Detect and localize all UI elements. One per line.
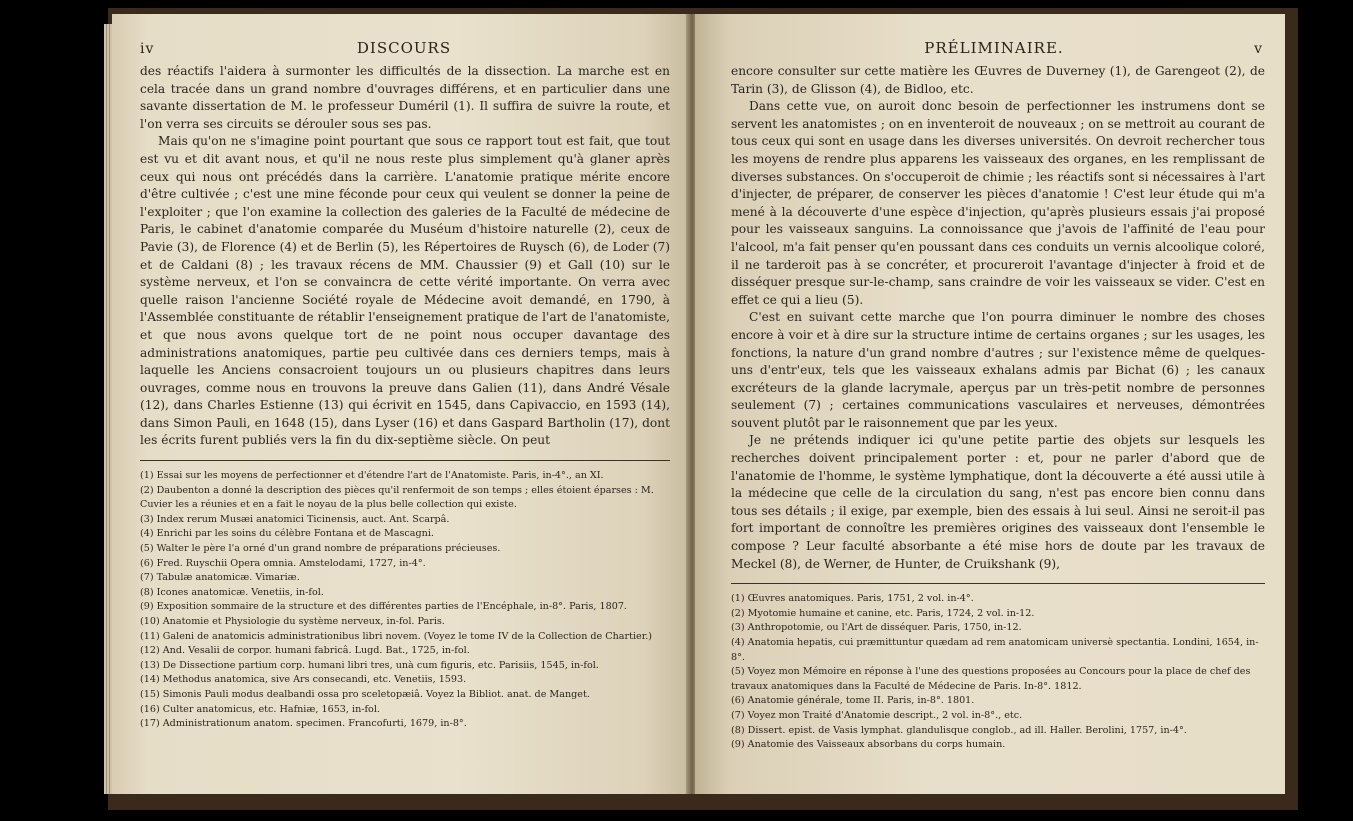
footnote: (9) Anatomie des Vaisseaux absorbans du corps humain. [731,739,1006,751]
right-footnotes [731,592,1265,753]
right-page-header [725,39,1263,63]
footnote: (12) And. Vesalii de corpor. humani fabricâ. Lugd. Bat., 1725, in-fol. [140,645,470,657]
footnote: (2) Daubenton a donné la description des pièces qu'il renfermoit de son temps ; elles étoient éparses : M. Cuvier les a réunies et en a fait le noyau de la plus belle collection qui existe. [140,484,654,511]
footnote-rule [140,460,670,461]
footnote: (7) Tabulæ anatomicæ. Vimariæ. [140,572,300,584]
footnote: (3) Index rerum Musæi anatomici Ticinensis, auct. Ant. Scarpâ. [140,513,450,525]
footnote: (17) Administrationum anatom. specimen. Francofurti, 1679, in-8°. [140,718,467,730]
footnote: (15) Simonis Pauli modus dealbandi ossa pro sceletopæiâ. Voyez la Bibliot. anat. de Manget. [140,688,590,700]
footnote: (8) Dissert. epist. de Vasis lymphat. glandulisque conglob., ad ill. Haller. Berolini, 1757, in-4°. [731,724,1187,736]
right-page-number: v [1254,41,1263,57]
footnote-rule [731,583,1265,584]
footnote: (16) Culter anatomicus, etc. Hafniæ, 1653, in-fol. [140,703,380,715]
paragraph: C'est en suivant cette marche que l'on pourra diminuer le nombre des choses encore à voir et à dire sur la structure intime de certains organes ; sur les usages, les fonctions, la nature d'un grand nombre d'autres ; sur l'existence même de quelques-uns d'entr'eux, tels que les vaisseaux exhalans admis par Bichat (6) ; les canaux excréteurs de la glande lacrymale, aperçus par un très-petit nombre de personnes seulement (7) ; certaines communications vasculaires et nerveuses, démontrées souvent plutôt par le raisonnement que par les yeux. [731,310,1265,430]
left-page-header [140,39,668,63]
footnote: (13) De Dissectione partium corp. humani libri tres, unà cum figuris, etc. Parisiis, 1545, in-fol. [140,659,599,671]
footnote: (11) Galeni de anatomicis administrationibus libri novem. (Voyez le tome IV de la Collection de Chartier.) [140,630,653,642]
footnote: (6) Fred. Ruyschii Opera omnia. Amstelodami, 1727, in-4°. [140,557,426,569]
footnote: (14) Methodus anatomica, sive Ars consecandi, etc. Venetiis, 1593. [140,674,467,686]
footnote: (4) Anatomia hepatis, cui præmittuntur quædam ad rem anatomicam universè spectantia. Londini, 1654, in-8°. [731,637,1259,663]
footnote: (6) Anatomie générale, tome II. Paris, in-8°. 1801. [731,695,975,707]
left-body-text [140,63,670,450]
paragraph: des réactifs l'aidera à surmonter les difficultés de la dissection. La marche est en cela tracée dans un grand nombre d'ouvrages différens, et en particulier dans une savante dissertation de M. le professeur Duméril (1). Il suffira de suivre la route, et l'on verra ses circuits se dérouler sous ses pas. [140,64,670,131]
footnote: (3) Anthropotomie, ou l'Art de disséquer. Paris, 1750, in-12. [731,622,1022,634]
left-running-title: DISCOURS [356,39,452,57]
right-body-text [731,63,1265,573]
footnote: (1) Œuvres anatomiques. Paris, 1751, 2 vol. in-4°. [731,593,974,605]
paragraph: Mais qu'on ne s'imagine point pourtant que sous ce rapport tout est fait, que tout est vu et dit avant nous, et qu'il ne nous reste plus simplement qu'à glaner après ceux qui nous ont précédés dans la carrière. L'anatomie pratique mérite encore d'être cultivée ; c'est une mine féconde pour ceux qui veulent se donner la peine de l'exploiter ; que l'on examine la collection des galeries de la Faculté de médecine de Paris, le cabinet d'anatomie comparée du Muséum d'histoire naturelle (2), ceux de Pavie (3), de Florence (4) et de Berlin (5), les Répertoires de Ruysch (6), de Loder (7) et de Caldani (8) ; les travaux récens de MM. Chaussier (9) et Gall (10) sur le système nerveux, et l'on se convaincra de cette vérité importante. On verra avec quelle raison l'ancienne Société royale de Médecine avoit demandé, en 1790, à l'Assemblée constituante de rétablir l'enseignement pratique de l'art de l'anatomiste, et que nous avons quelque tort de ne point nous occuper davantage des administrations anatomiques, partie peu cultivée dans ces derniers temps, mais à laquelle les Anciens consacroient toujours un ou plusieurs chapitres dans leurs ouvrages, comme nous en trouvons la preuve dans Galien (11), dans André Vésale (12), dans Charles Estienne (13) qui écrivit en 1545, dans Capivaccio, en 1593 (14), dans Simon Pauli, en 1648 (15), dans Lyser (16) et dans Gaspard Bartholin (17), dont les écrits furent publiés vers la fin du dix-septième siècle. On peut [140,134,670,448]
footnote: (10) Anatomie et Physiologie du système nerveux, in-fol. Paris. [140,616,445,627]
footnote: (1) Essai sur les moyens de perfectionner et d'étendre l'art de l'Anatomiste. Paris, in-4°., an XI. [140,470,604,482]
footnote: (5) Voyez mon Mémoire en réponse à l'une des questions proposées au Concours pour la place de chef des travaux anatomiques dans la Faculté de Médecine de Paris. In-8°. 1812. [731,666,1251,692]
footnote: (9) Exposition sommaire de la structure et des différentes parties de l'Encéphale, in-8°. Paris, 1807. [140,601,627,613]
footnote: (7) Voyez mon Traité d'Anatomie descript., 2 vol. in-8°., etc. [731,709,1023,721]
paragraph: Dans cette vue, on auroit donc besoin de perfectionner les instrumens dont se servent les anatomistes ; on en inventeroit de nouveaux ; on se mettroit au courant de tous ceux qui sont en usage dans les diverses universités. On devroit rechercher tous les moyens de rendre plus apparens les vaisseaux des organes, en les remplissant de diverses substances. On s'occuperoit de chimie ; les réactifs sont si nécessaires à l'art d'injecter, de préparer, de conserver les pièces d'anatomie ! C'est leur étude qui m'a mené à la découverte d'une espèce d'injection, qu'après plusieurs essais j'ai proposé pour les vaisseaux sanguins. La connoissance que j'avois de l'affinité de l'eau pour l'alcool, m'a fait penser qu'en poussant dans ces conduits un vernis alcoolique coloré, il ne tarderoit pas à se concréter, et procureroit l'avantage d'injecter à froid et de disséquer presque sur-le-champ, sans craindre de voir les vaisseaux se vider. C'est en effet ce qui a lieu (5). [731,99,1265,307]
paragraph: encore consulter sur cette matière les Œuvres de Duverney (1), de Garengeot (2), de Tarin (3), de Glisson (4), de Bidloo, etc. [731,64,1265,96]
right-running-title: PRÉLIMINAIRE. [924,39,1064,57]
footnote: (4) Enrichi par les soins du célèbre Fontana et de Mascagni. [140,528,434,540]
footnote: (5) Walter le père l'a orné d'un grand nombre de préparations précieuses. [140,543,501,555]
left-page [112,14,690,794]
paragraph: Je ne prétends indiquer ici qu'une petite partie des objets sur lesquels les recherches doivent principalement porter : et, pour ne parler d'abord que de l'anatomie de l'homme, le système lymphatique, dont la découverte a été aussi utile à la médecine que celle de la circulation du sang, n'est pas encore bien connu dans tous ses détails ; il exige, par exemple, bien des essais à lui seul. Ainsi ne seroit-il pas fort important de connoître les premières origines des vaisseaux dont l'ensemble le compose ? Leur faculté absorbante a été mise hors de doute par les travaux de Meckel (8), de Werner, de Hunter, de Cruikshank (9), [731,433,1265,571]
footnote: (8) Icones anatomicæ. Venetiis, in-fol. [140,586,324,598]
left-page-number: iv [140,41,155,57]
footnote: (2) Myotomie humaine et canine, etc. Paris, 1724, 2 vol. in-12. [731,607,1035,619]
left-footnotes [140,469,670,732]
right-page [695,14,1285,794]
